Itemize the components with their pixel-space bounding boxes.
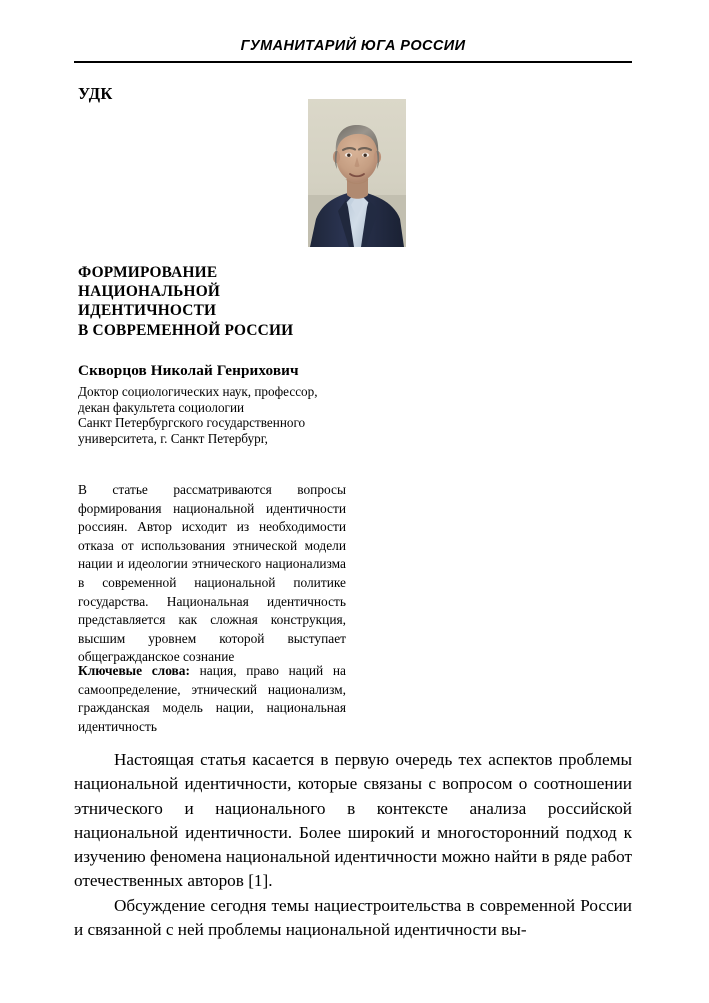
keywords-list: нация, право наций на самоопределение, этнический национализм, гражданская модель нации, национальная идентичность: [78, 663, 346, 734]
udk-label: УДК: [78, 84, 113, 103]
article-body: [74, 748, 632, 942]
running-head: ГУМАНИТАРИЙ ЮГА РОССИИ: [240, 38, 466, 54]
header-divider-rule: [74, 61, 632, 63]
affiliation-line-2: декан факультета социологии: [78, 399, 245, 415]
affiliation-line-4: университета, г. Санкт Петербург,: [78, 430, 268, 446]
keywords-label: Ключевые слова:: [78, 663, 190, 678]
title-line-2: НАЦИОНАЛЬНОЙ: [78, 283, 221, 301]
title-line-1: ФОРМИРОВАНИЕ: [78, 264, 218, 281]
affiliation-line-1: Доктор социологических наук, профессор,: [78, 384, 318, 399]
author-portrait-photo: [308, 99, 406, 247]
author-affiliation: [78, 384, 353, 446]
portrait-illustration: [308, 99, 406, 247]
article-title: [78, 263, 378, 340]
affiliation-line-3: Санкт Петербургского государственного: [78, 415, 306, 431]
article-abstract: В статье рассматриваются вопросы формирования национальной идентичности россиян. Автор исходит из необходимости отказа от использования этнической модели нации и идеологии этнического национализма в современной национальной политике государства. Национальная идентичность представляется как сложная конструкция, высшим уровнем которой выступает общегражданское сознание: [78, 482, 346, 665]
author-name: Скворцов Николай Генрихович: [78, 362, 299, 379]
title-line-3: ИДЕНТИЧНОСТИ: [78, 302, 217, 320]
title-line-4: В СОВРЕМЕННОЙ РОССИИ: [78, 321, 294, 339]
body-paragraph: Настоящая статья касается в первую очередь тех аспектов проблемы национальной идентичности, которые связаны с вопросом о соотношении этнического и национального в контексте анализа российской национальной идентичности. Более широкий и многосторонний подход к изучению феномена национальной идентичности можно найти в ряде работ отечественных авторов [1].: [74, 750, 632, 891]
body-paragraph: Обсуждение сегодня темы нациестроительства в современной России и связанной с ней проблемы национальной идентичности вы-: [74, 895, 632, 940]
article-keywords: [78, 662, 346, 736]
